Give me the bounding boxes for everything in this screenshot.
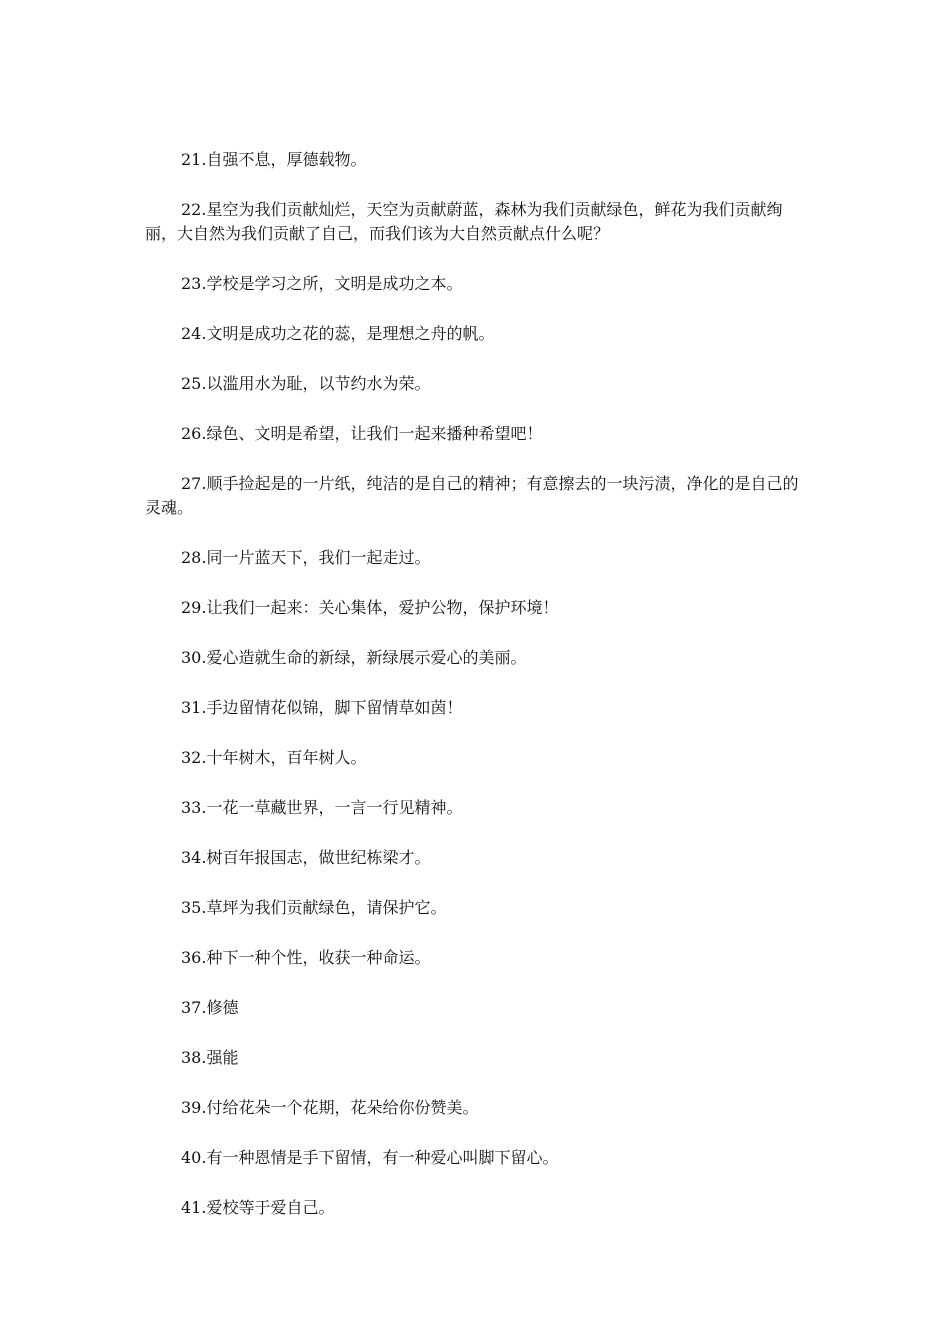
slogan-paragraph: 38.强能 bbox=[181, 1048, 239, 1067]
slogan-paragraph: 30.爱心造就生命的新绿，新绿展示爱心的美丽。 bbox=[181, 648, 527, 667]
slogan-paragraph: 39.付给花朵一个花期，花朵给你份赞美。 bbox=[181, 1098, 479, 1117]
slogan-paragraph: 37.修德 bbox=[181, 998, 239, 1017]
slogan-paragraph: 31.手边留情花似锦，脚下留情草如茵！ bbox=[181, 698, 463, 717]
slogan-paragraph: 21.自强不息，厚德载物。 bbox=[181, 150, 367, 169]
slogan-paragraph: 29.让我们一起来：关心集体，爱护公物，保护环境！ bbox=[181, 598, 559, 617]
slogan-paragraph: 22.星空为我们贡献灿烂，天空为贡献蔚蓝，森林为我们贡献绿色，鲜花为我们贡献绚丽，大自然为我们贡献了自己，而我们该为大自然贡献点什么呢？ bbox=[145, 200, 783, 243]
slogan-paragraph: 28.同一片蓝天下，我们一起走过。 bbox=[181, 548, 431, 567]
slogan-paragraph: 40.有一种恩情是手下留情，有一种爱心叫脚下留心。 bbox=[181, 1148, 559, 1167]
slogan-paragraph: 34.树百年报国志，做世纪栋梁才。 bbox=[181, 848, 431, 867]
slogan-paragraph: 25.以滥用水为耻，以节约水为荣。 bbox=[181, 374, 431, 393]
slogan-paragraph: 35.草坪为我们贡献绿色，请保护它。 bbox=[181, 898, 447, 917]
slogan-paragraph: 27.顺手捡起是的一片纸，纯洁的是自己的精神；有意擦去的一块污渍，净化的是自己的灵魂。 bbox=[145, 474, 799, 517]
slogan-paragraph: 36.种下一种个性，收获一种命运。 bbox=[181, 948, 431, 967]
slogan-paragraph: 24.文明是成功之花的蕊，是理想之舟的帆。 bbox=[181, 324, 495, 343]
slogan-paragraph: 41.爱校等于爱自己。 bbox=[181, 1198, 335, 1217]
slogan-paragraph: 26.绿色、文明是希望，让我们一起来播种希望吧！ bbox=[181, 424, 543, 443]
document-body bbox=[145, 148, 810, 1246]
slogan-paragraph: 23.学校是学习之所，文明是成功之本。 bbox=[181, 274, 463, 293]
slogan-paragraph: 32.十年树木，百年树人。 bbox=[181, 748, 367, 767]
slogan-paragraph: 33.一花一草藏世界，一言一行见精神。 bbox=[181, 798, 463, 817]
